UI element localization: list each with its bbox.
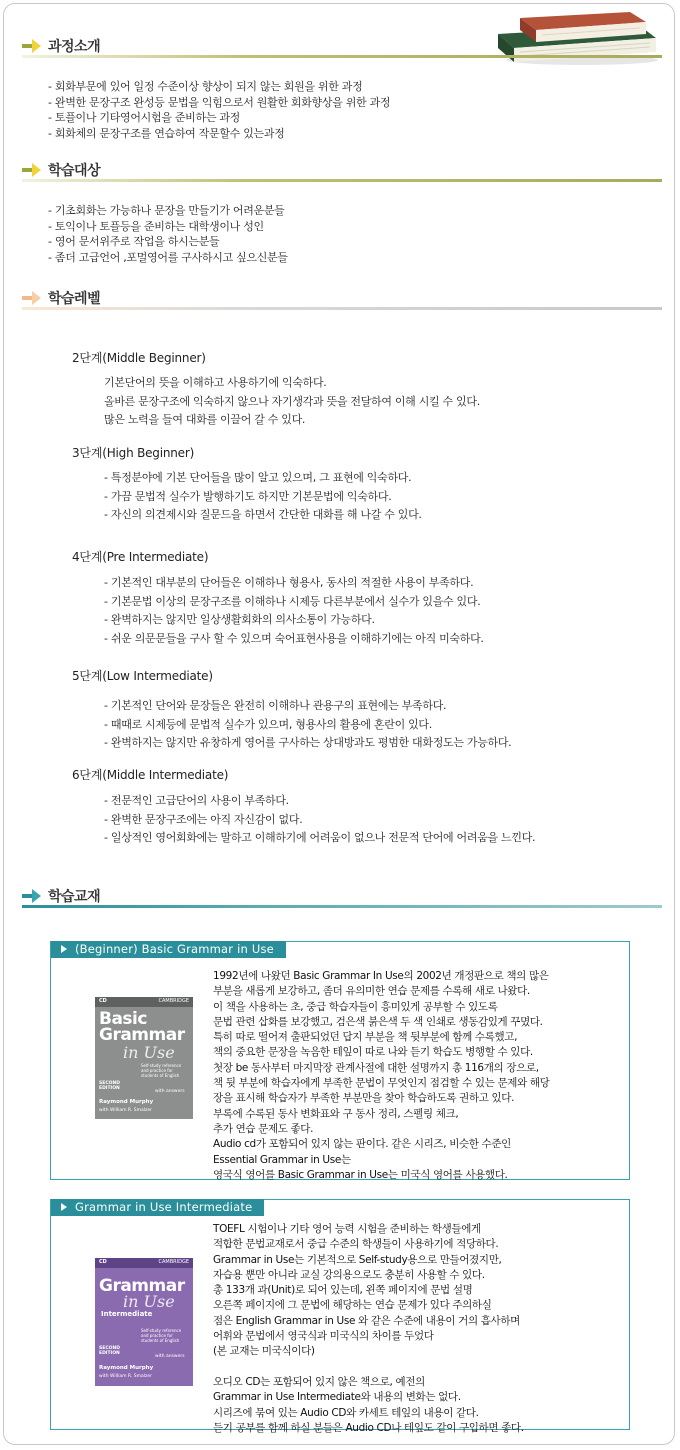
book-tab [51, 941, 286, 958]
list-item: - 기본적인 대부분의 단어들은 이해하나 형용사, 동사의 적절한 사용이 부족하다. [104, 576, 474, 589]
list-item: 올바른 문장구조에 익숙하지 않으나 자기생각과 뜻을 전달하여 이해 시킬 수 있다. [104, 394, 480, 408]
book-tab [51, 1199, 264, 1216]
cover-publisher: CAMBRIDGE [158, 1259, 189, 1265]
description-line: 오른쪽 페이지에 그 문법에 해당하는 연습 문제가 있다 주의하실 [213, 1299, 492, 1312]
level-title-4: 4단계(Pre Intermediate) [72, 550, 209, 564]
description-line: 영국식 영어를 Basic Grammar in Use는 미국식 영어를 사용했다. [213, 1168, 508, 1181]
list-item: - 전문적인 고급단어의 사용이 부족하다. [104, 794, 289, 807]
description-line: 이 책을 사용하는 초, 중급 학습자들이 흥미있게 공부할 수 있도록 [213, 1000, 498, 1013]
section-header-target [22, 160, 662, 182]
section-title: 학습교재 [48, 889, 101, 905]
cover-script: in Use [123, 1043, 175, 1062]
section-header-course-intro [22, 36, 662, 58]
book-cover [95, 1258, 193, 1386]
level-title-3: 3단계(High Beginner) [72, 446, 195, 460]
target-list [48, 203, 288, 265]
cover-coauthor: with William R. Smalzer [99, 1374, 152, 1379]
section-title: 학습레벨 [48, 291, 101, 307]
description-line: 첫장 be 동사부터 마지막장 관계사절에 대한 설명까지 총 116개의 장으로, [213, 1061, 539, 1074]
description-line: 특히 따로 떨어져 출판되었던 답지 부분을 책 뒷부분에 함께 수록했고, [213, 1031, 518, 1044]
list-item: - 기본적인 단어와 문장들은 완전히 이해하나 관용구의 표현에는 부족하다. [104, 699, 447, 712]
list-item: - 완벽한 문장구조에는 아직 자신감이 없다. [104, 812, 303, 826]
cover-title-line2: Grammar [99, 1025, 185, 1045]
list-item: - 가끔 문법적 실수가 발행하기도 하지만 기본문법에 익숙하다. [104, 489, 392, 503]
section-divider [22, 905, 662, 908]
level-title-6: 6단계(Middle Intermediate) [72, 768, 229, 782]
cover-title-line2: Intermediate [101, 1310, 153, 1318]
arrow-icon [22, 163, 42, 177]
cover-edition: SECOND EDITION [99, 1081, 120, 1091]
description-line: (본 교재는 미국식이다) [213, 1345, 315, 1358]
list-item: - 완벽하지는 않지만 일상생활회화의 의사소통이 가능하다. [104, 613, 375, 626]
book-tab-label: Grammar in Use Intermediate [75, 1200, 253, 1214]
level-title-2: 2단계(Middle Beginner) [72, 351, 206, 365]
cover-answers: with answers [155, 1089, 185, 1094]
section-divider [22, 55, 662, 58]
list-item: - 때때로 시제등에 문법적 실수가 있으며, 형용사의 활용에 혼란이 있다. [104, 717, 432, 731]
description-line: 문법 관련 삽화를 보강했고, 검은색 붉은색 두 색 인쇄로 생동감있게 꾸몄다. [213, 1015, 543, 1028]
description-line: 부록에 수록된 동사 변화표와 구 동사 정리, 스펠링 체크, [213, 1107, 459, 1120]
description-line: TOEFL 시험이나 기타 영어 능력 시험을 준비하는 학생들에게 [213, 1223, 481, 1235]
level-body-3 [104, 469, 422, 525]
cover-author: Raymond Murphy [99, 1099, 154, 1105]
description-line: 1992년에 나왔던 Basic Grammar In Use의 2002년 개정판으로 책의 많은 [213, 970, 549, 982]
triangle-icon [61, 1203, 67, 1211]
description-line: 책의 중요한 문장을 녹음한 테잎이 따로 나와 듣기 학습도 병행할 수 있다. [213, 1046, 533, 1059]
book-box-basic-grammar [50, 941, 630, 1180]
list-item: - 영어 문서위주로 작업을 하시는분들 [48, 235, 220, 248]
cover-edition: SECOND EDITION [99, 1346, 120, 1356]
cover-title-line1: Grammar [99, 1276, 185, 1296]
description-line: 어휘와 문법에서 영국식과 미국식의 차이를 두었다 [213, 1330, 434, 1343]
list-item: - 회화체의 문장구조를 연습하여 작문할수 있는과정 [48, 126, 285, 140]
section-title: 학습대상 [48, 163, 101, 179]
list-item: - 완벽하지는 않지만 유창하게 영어를 구사하는 상대방과도 평범한 대화정도는 가능하다. [104, 736, 512, 749]
list-item: - 완벽한 문장구조 완성등 문법을 익힘으로서 원활한 회화향상을 위한 과정 [48, 95, 391, 109]
course-intro-list [48, 79, 390, 141]
description-line: 총 133개 과(Unit)로 되어 있는데, 왼쪽 페이지에 문법 설명 [213, 1284, 473, 1297]
level-title-5: 5단계(Low Intermediate) [72, 669, 213, 683]
description-line: 부분을 새롭게 보강하고, 좀더 유의미한 연습 문제를 수록해 새로 나왔다. [213, 985, 530, 998]
description-line: 듣기 공부를 함께 하실 분들은 Audio CD나 테잎도 같이 구입하면 좋다. [213, 1421, 524, 1434]
book-box-grammar-intermediate [50, 1199, 630, 1434]
level-body-4 [104, 574, 484, 648]
book-tab-label: (Beginner) Basic Grammar in Use [75, 942, 274, 956]
section-header-levels [22, 288, 662, 310]
cover-script: in Use [123, 1292, 175, 1311]
description-line: 점은 English Grammar in Use 와 같은 수준에 내용이 거의 흡사하며 [213, 1314, 520, 1327]
arrow-icon [22, 291, 42, 305]
description-line: 책 뒷 부분에 학습자에게 부족한 문법이 무엇인지 점검할 수 있는 문제와 해당 [213, 1077, 550, 1090]
description-line: 오디오 CD는 포함되어 있지 않은 책으로, 예전의 [213, 1375, 425, 1388]
list-item: - 토익이나 토플등을 준비하는 대학생이나 성인 [48, 219, 264, 233]
list-item: - 좀더 고급언어 ,포멀영어를 구사하시고 싶으신분들 [48, 250, 288, 264]
list-item: - 일상적인 영어회화에는 말하고 이해하기에 어려움이 없으나 전문적 단어에 어려움을 느낀다. [104, 831, 536, 844]
cover-answers: with answers [155, 1354, 185, 1359]
cover-cd: CD [99, 998, 107, 1004]
triangle-icon [61, 945, 67, 953]
cover-title-line1: Basic [99, 1009, 147, 1029]
list-item: - 회화부문에 있어 일정 수준이상 향상이 되지 않는 회원을 위한 과정 [48, 80, 363, 93]
list-item: - 자신의 의견제시와 질문드을 하면서 간단한 대화를 해 나갈 수 있다. [104, 508, 422, 521]
book-description [213, 1222, 524, 1436]
section-title: 과정소개 [48, 39, 101, 55]
cover-publisher: CAMBRIDGE [158, 998, 189, 1004]
description-line: Grammar in Use는 기본적으로 Self-study용으로 만들어졌지만, [213, 1253, 502, 1266]
description-line [213, 1360, 524, 1375]
list-item: - 기본문법 이상의 문장구조를 이해하나 시제등 다른부분에서 실수가 있을수 있다. [104, 594, 481, 608]
list-item: - 기초회화는 가능하나 문장을 만들기가 어려운분들 [48, 204, 285, 217]
level-body-2 [104, 374, 480, 430]
arrow-icon [22, 39, 42, 53]
level-body-6 [104, 792, 535, 848]
arrow-icon [22, 889, 42, 903]
list-item: - 쉬운 의문문들을 구사 할 수 있으며 숙어표현사용을 이해하기에는 아직 미숙하다. [104, 631, 484, 645]
cover-blurb: Self-study reference and practice for students of English [141, 1063, 182, 1078]
section-header-materials [22, 886, 662, 908]
description-line: 추가 연습 문제도 좋다. [213, 1122, 314, 1135]
description-line: Audio cd가 포함되어 있지 않는 판이다. 같은 시리즈, 비슷한 수준인 [213, 1138, 511, 1151]
description-line: Grammar in Use Intermediate와 내용의 변화는 없다. [213, 1391, 461, 1404]
cover-coauthor: with William R. Smalzer [99, 1108, 152, 1113]
description-line: 장을 표시해 학습자가 부족한 부분만을 찾아 학습하도록 권하고 있다. [213, 1092, 515, 1105]
book-description [213, 969, 549, 1183]
list-item: - 특정분야에 기본 단어들을 많이 알고 있으며, 그 표현에 익숙하다. [104, 471, 412, 484]
list-item: 기본단어의 뜻을 이해하고 사용하기에 익숙하다. [104, 376, 327, 389]
book-cover [95, 997, 193, 1119]
list-item: - 토플이나 기타영어시험을 준비하는 과정 [48, 111, 240, 124]
section-divider [22, 307, 662, 310]
level-body-5 [104, 697, 511, 753]
description-line: Essential Grammar in Use는 [213, 1153, 351, 1166]
list-item: 많은 노력을 들여 대화를 이끌어 갈 수 있다. [104, 413, 306, 426]
cover-cd: CD [99, 1259, 107, 1265]
description-line: 적합한 문법교재로서 중급 수준의 학생들이 사용하기에 적당하다. [213, 1238, 499, 1251]
cover-author: Raymond Murphy [99, 1365, 154, 1371]
section-divider [22, 179, 662, 182]
cover-blurb: Self-study reference and practice for students of English [141, 1328, 182, 1343]
description-line: 자습용 뿐만 아니라 교실 강의용으로도 충분히 사용할 수 있다. [213, 1268, 485, 1281]
description-line: 시리즈에 묶여 있는 Audio CD와 카세트 테잎의 내용이 같다. [213, 1406, 479, 1419]
